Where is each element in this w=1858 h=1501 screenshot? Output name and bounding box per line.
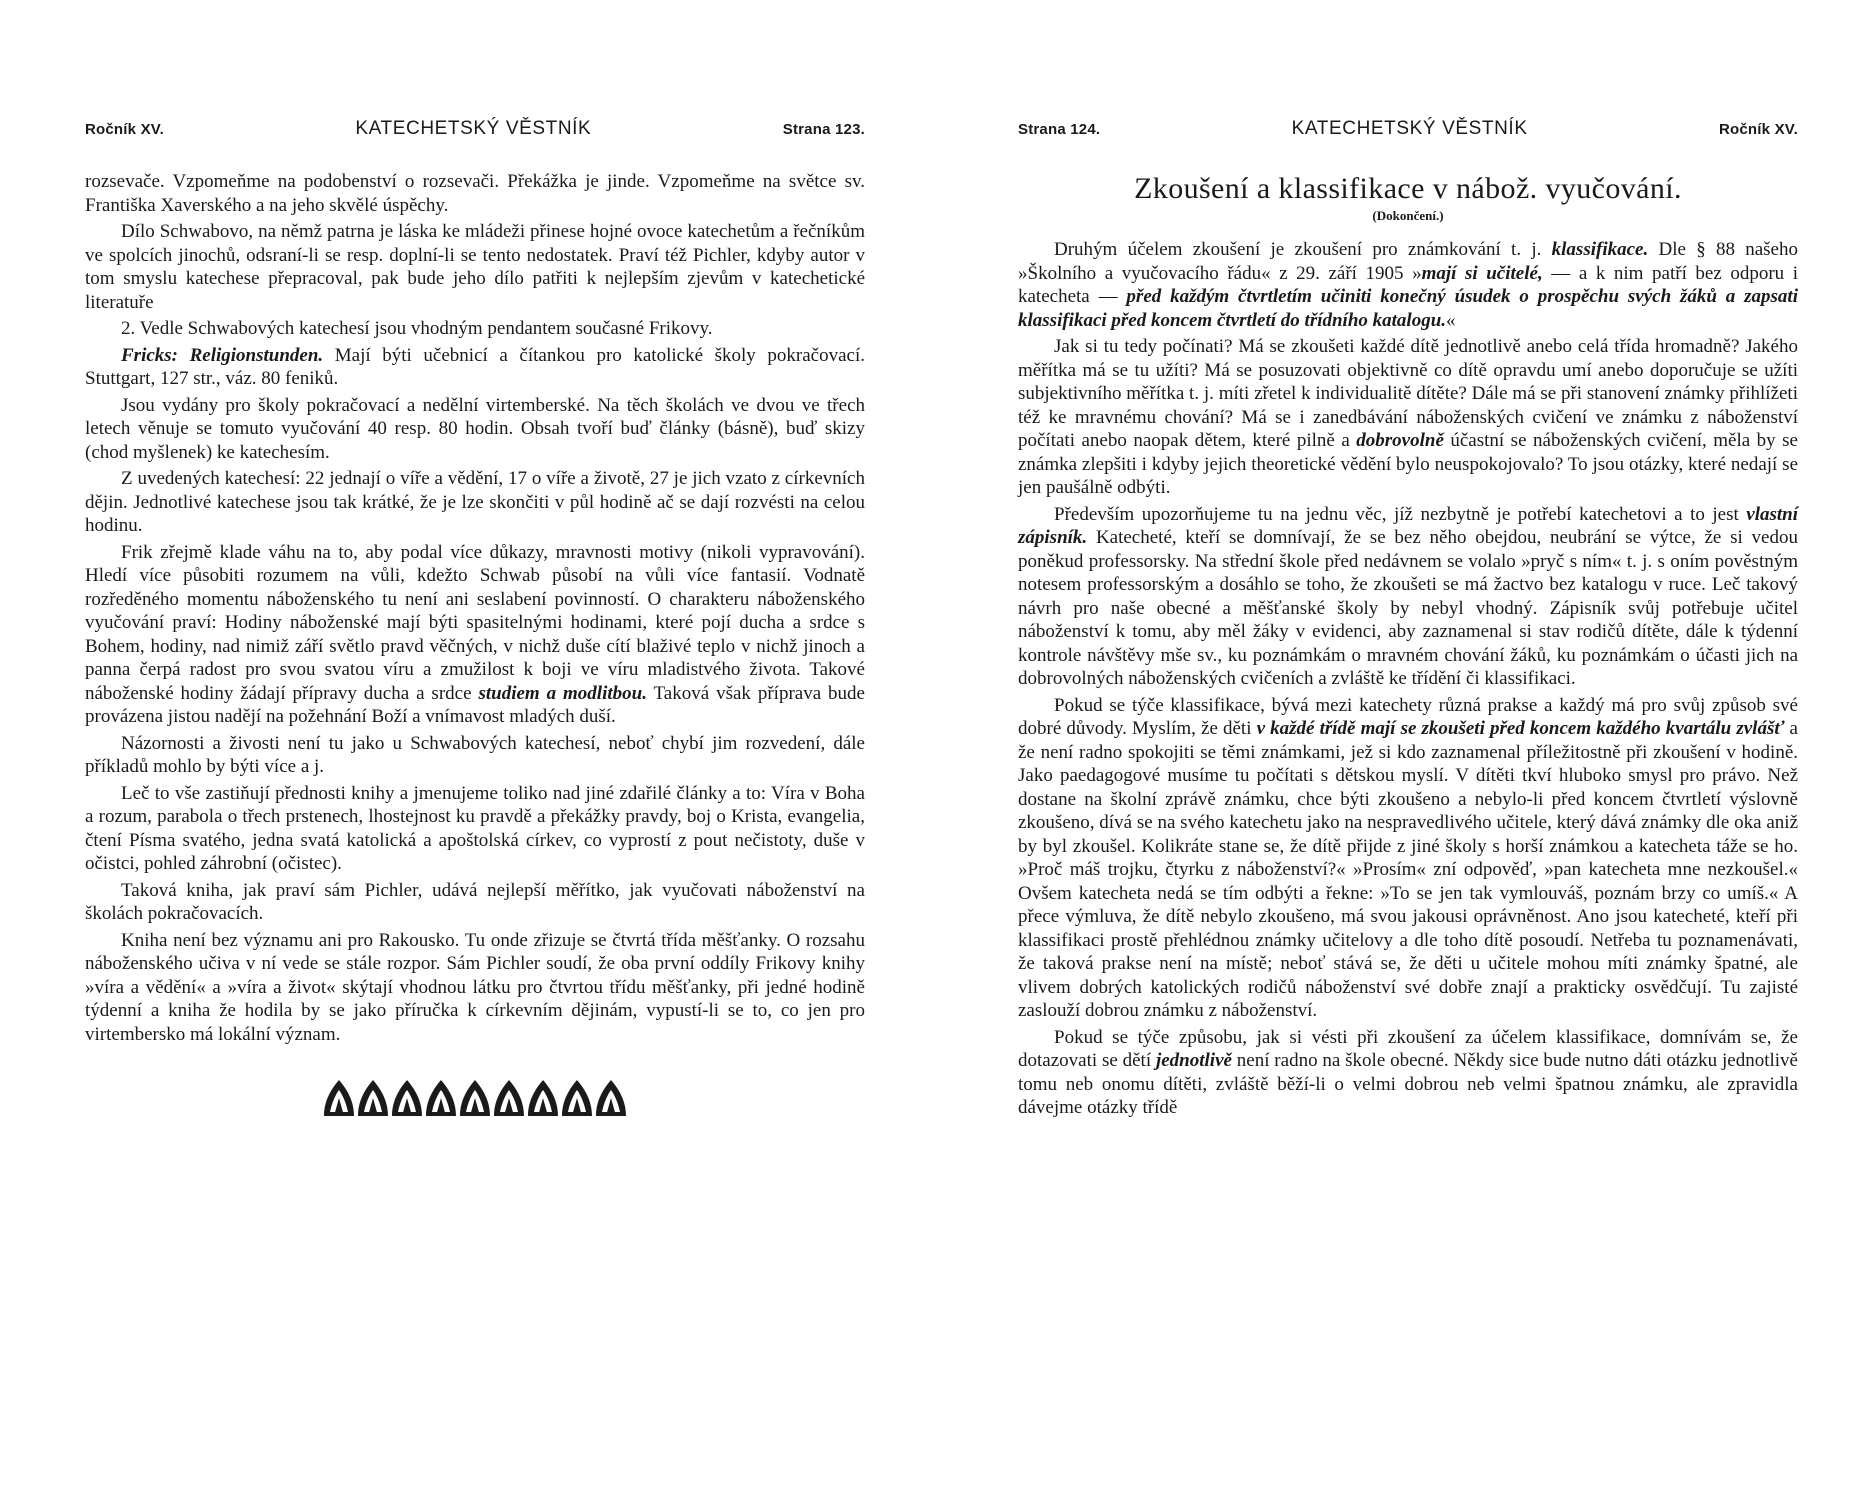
paragraph: Názornosti a živosti není tu jako u Schwabových katechesí, neboť chybí jim rozvedení, dále příkladů mohlo by býti více a j.	[85, 732, 865, 777]
paragraph: Taková kniha, jak praví sám Pichler, udává nejlepší měřítko, jak vyučovati náboženství na školách pokračovacích.	[85, 879, 865, 924]
ornament-vignette-icon	[320, 1076, 630, 1120]
paragraph: rozsevače. Vzpomeňme na podobenství o rozsevači. Překážka je jinde. Vzpomeňme na světce sv. Františka Xaverského a na jeho skvělé úspěchy.	[85, 171, 865, 216]
journal-title: KATECHETSKÝ VĚSTNÍK	[1291, 118, 1528, 139]
paragraph: Kniha není bez významu ani pro Rakousko. Tu onde zřizuje se čtvrtá třída měšťanky. O rozsahu náboženského učiva v ní vede se stále rozpor. Sám Pichler soudí, že oba první oddíly Frikovy knihy »víra a vědění« a »víra a život« skýtají vhodnou látku pro čtvrtou třídu měšťanky, při jedné hodině týdenní a kniha že hodila by se jako příručka k církevním dějinám, vypustí-li se to, co jen pro virtembersko má lokální význam.	[85, 929, 865, 1045]
paragraph: Pokud se týče klassifikace, bývá mezi katechety různá prakse a každý má pro svůj způsob své dobré důvody. Myslím, že děti v každé třídě mají se zkoušeti před koncem každého kvartálu zvlášť a že není radno spokojiti se těmi známkami, jež si kdo zaznamenal příležitostně při zkoušení v hodině. Jako paedagogové musíme tu počítati s dětskou myslí. V dítěti tkví hluboko smysl pro právo. Než dostane na školní zprávě známku, chce býti zkoušeno a nebylo-li před koncem čtvrtletí výslovně zkoušeno, dívá se na svého katechetu jako na nespravedlivého učitele, který dává známky dle oka aniž by byl zkoušel. Kolikráte stane se, že dítě přijde z jiné školy s horší známkou a katecheta táže se ho. »Proč máš trojku, čtyrku z náboženství?« »Prosím« zní odpověď, »pan katecheta mne nezkoušel.« Ovšem katecheta nedá se tím odbýti a řekne: »To se jen tak vymlouváš, poznám brzy co umíš.« A přece výmluva, že dítě nebylo zkoušeno, má svou jakousi oprávněnost. Ano jsou katecheté, kteří při klassifikaci prostě přehlédnou známky učitelovy a dle toho dítě posoudí. Netřeba tu poznamenávati, že taková prakse není na místě; neboť stává se, že děti u učitele mohou míti známky špatné, ale vlivem dobrých katolických rodičů náboženství své dobře znají a prakticky osvědčují. Tu zajisté zaslouží dobrou známku z náboženství.	[1018, 694, 1798, 1021]
paragraph: Pokud se týče způsobu, jak si vésti při zkoušení za účelem klassifikace, domnívám se, že dotazovati se dětí jednotlivě není radno na škole obecné. Někdy sice bude nutno dáti otázku jednotlivě tomu neb onomu dítěti, zvláště běží-li o velmi dobrou neb velmi špatnou známku, ale zpravidla dávejme otázky třídě	[1018, 1026, 1798, 1118]
page-number: Strana 123.	[782, 121, 865, 138]
right-page-header	[1018, 118, 1798, 140]
decorative-ornament	[85, 1076, 865, 1125]
paragraph: Frik zřejmě klade váhu na to, aby podal více důkazy, mravnosti motivy (nikoli vypravování). Hledí více působiti rozumem na vůli, kdežto Schwab působí na vůli více fantasií. Vodnatě rozředěného momentu náboženského tu není ani seslabení povinností. O charakteru náboženského vyučování praví: Hodiny náboženské mají býti spasitelnými hodinami, které pojí ducha a srdce s Bohem, hodiny, nad nimiž září světlo pravd věčných, v nichž duše cítí blaživé teplo v nichž jinoch a panna čerpá radost pro svou svatou víru a zmužilost k boji ve víru mladistvého života. Takové náboženské hodiny žádají přípravy ducha a srdce studiem a modlitbou. Taková však příprava bude provázena jistou nadějí na požehnání Boží a vnímavost mladých duší.	[85, 541, 865, 727]
left-page-header	[85, 118, 865, 140]
paragraph: Jak si tu tedy počínati? Má se zkoušeti každé dítě jednotlivě anebo celá třída hromadně? Jakého měřítka má se tu užíti? Má se posuzovati objektivně co dítě opravdu umí anebo doporučuje se užíti subjektivního měřítka t. j. míti zřetel k individualitě dítěte? Dále má se při stanovení známky přihlížeti též ke mravnému chování? Má se i zanedbávání náboženských cvičení ve známku z náboženství počítati anebo naopak dětem, které pilně a dobrovolně účastní se náboženských cvičení, měla by se známka zlepšiti i kdyby jejich theoretické vědění bylo neuspokojovalo? To jsou otázky, které nedají se jen paušálně odbýti.	[1018, 336, 1798, 498]
paragraph: Především upozorňujeme tu na jednu věc, jíž nezbytně je potřebí katechetovi a to jest vlastní zápisník. Katecheté, kteří se domnívají, že se bez něho obejdou, neubrání se výtce, že si vedou poněkud professorsky. Na střední škole před nedávnem se volalo »pryč s ním« t. j. s oním pověstným notesem professorským a dosáhlo se toho, že zkoušeti se má žactvo bez katalogu v ruce. Leč takový návrh pro naše obecné a měšťanské školy by nebyl vhodný. Zápisník svůj potřebuje učitel náboženství k tomu, aby měl žáky v evidenci, aby zaznamenal si stav rodičů dítěte, dále k týdenní kontrole návštěvy mše sv., ku poznámkám o mravném chování žáků, ku poznámkám o účasti jich na dobrovolných náboženských cvičeních a zvláště ke třídění či klassifikaci.	[1018, 503, 1798, 689]
volume-label: Ročník XV.	[85, 121, 164, 138]
journal-title: KATECHETSKÝ VĚSTNÍK	[355, 118, 592, 139]
volume-label: Ročník XV.	[1719, 121, 1798, 138]
page-number: Strana 124.	[1018, 121, 1101, 138]
paragraph: 2. Vedle Schwabových katechesí jsou vhodným pendantem současné Frikovy.	[121, 318, 713, 339]
paragraph: Dílo Schwabovo, na němž patrna je láska ke mládeži přinese hojné ovoce katechetům a řečníkům ve spolcích jinochů, odsraní-li se resp. doplní-li se tento nedostatek. Praví též Pichler, kdyby autor v tom smyslu katechese přepracoval, pak bude jeho dílo patřiti k nejlepším zjevům v katechetické literatuře	[85, 221, 865, 313]
book-reference-details: Mají býti učebnicí a čítankou pro katolické školy pokračovací. Stuttgart, 127 str., váz. 80 feniků.	[85, 344, 865, 389]
book-reference-title: Fricks: Religionstunden.	[121, 344, 324, 366]
left-page-body	[85, 170, 865, 1046]
paragraph: Druhým účelem zkoušení je zkoušení pro známkování t. j. klassifikace. Dle § 88 našeho »Školního a vyučovacího řádu« z 29. září 1905 »mají si učitelé, — a k nim patří bez odporu i katecheta — před každým čtvrtletím učiniti konečný úsudek o prospěchu svých žáků a zapsati klassifikaci před koncem čtvrtletí do třídního katalogu.«	[1018, 239, 1799, 331]
paragraph: Jsou vydány pro školy pokračovací a nedělní virtemberské. Na těch školách ve dvou ve třech letech věnuje se tomuto vyučování 40 resp. 80 hodin. Obsah tvoří buď články (básně), buď skizy (chod myšlenek) ke katechesím.	[85, 394, 865, 463]
book-reference	[85, 344, 865, 391]
right-page	[1018, 118, 1798, 1123]
right-page-body	[1018, 238, 1798, 1120]
article-subtitle: (Dokončení.)	[1372, 208, 1444, 223]
left-page	[85, 118, 865, 1125]
article-title: Zkoušení a klassifikace v nábož. vyučování.	[1134, 172, 1682, 205]
paragraph: Z uvedených katechesí: 22 jednají o víře a vědění, 17 o víře a životě, 27 je jich vzato z církevních dějin. Jednotlivé katechese jsou tak krátké, že je lze skončiti v půl hodině ač se dají rozvésti na celou hodinu.	[85, 468, 865, 536]
paragraph: Leč to vše zastiňují přednosti knihy a jmenujeme toliko nad jiné zdařilé články a to: Víra v Boha a rozum, parabola o třech prstenech, lhostejnost ku pravdě a překážky pravdy, boj o Krista, evangelia, čtení Písma svatého, jedna svatá katolická a apoštolská církev, co vyprostí z pout nečistoty, duše v očistci, pohled záhrobní (očistec).	[85, 782, 865, 874]
